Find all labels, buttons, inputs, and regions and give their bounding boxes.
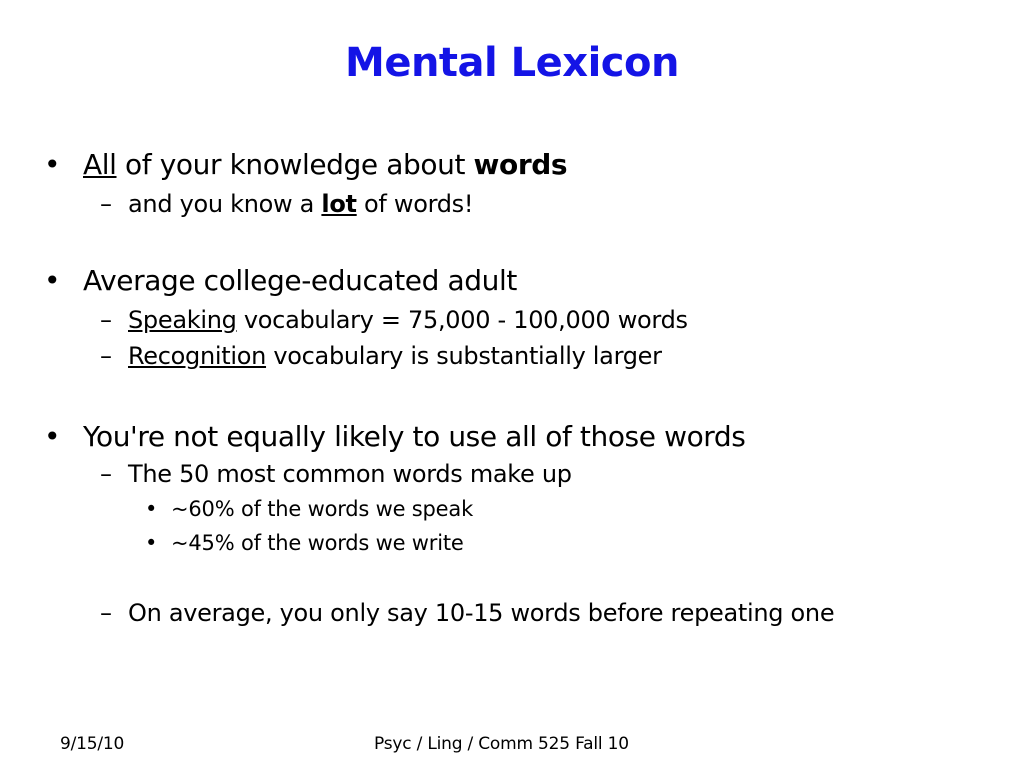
sub-text-common-words: The 50 most common words make up — [128, 460, 572, 488]
footer-course: Psyc / Ling / Comm 525 Fall 10 — [374, 734, 629, 754]
sub-text-start: and you know a — [128, 190, 322, 218]
dash-marker: – — [100, 190, 112, 218]
dash-marker: – — [100, 599, 112, 627]
dash-marker: – — [100, 460, 112, 488]
bullet-1 — [83, 148, 567, 181]
slide-title: Mental Lexicon — [345, 40, 679, 86]
sub-text-repeating: On average, you only say 10-15 words before repeating one — [128, 599, 835, 627]
sub-text-recognition-rest: vocabulary is substantially larger — [266, 342, 662, 370]
bullet-3-sub-2 — [128, 599, 834, 627]
sub-text-vocab-range: vocabulary = 75,000 - 100,000 words — [236, 306, 688, 334]
bullet-3-text: You're not equally likely to use all of those words — [83, 420, 746, 453]
bullet-1-text-middle: of your knowledge about — [116, 148, 474, 181]
subsub-text-speak: ~60% of the words we speak — [171, 497, 474, 521]
sub-text-speaking: Speaking — [128, 306, 237, 334]
sub-text-lot: lot — [321, 190, 357, 218]
sub-text-end: of words! — [356, 190, 474, 218]
bullet-marker: • — [44, 420, 61, 453]
bullet-3-sub-1-item-2 — [171, 531, 464, 555]
bullet-2-sub-2 — [128, 342, 662, 370]
bullet-marker: • — [44, 264, 61, 297]
bullet-marker: • — [44, 148, 61, 181]
bullet-1-sub-1 — [128, 190, 473, 218]
dash-marker: – — [100, 342, 112, 370]
footer-date: 9/15/10 — [60, 734, 125, 754]
dash-marker: – — [100, 306, 112, 334]
subsub-text-write: ~45% of the words we write — [171, 531, 464, 555]
bullet-1-text-all: All — [83, 148, 117, 181]
bullet-2 — [83, 264, 517, 297]
bullet-1-text-words: words — [473, 148, 568, 181]
small-bullet-marker: • — [145, 497, 158, 521]
bullet-2-sub-1 — [128, 306, 688, 334]
bullet-2-text: Average college-educated adult — [83, 264, 517, 297]
small-bullet-marker: • — [145, 531, 158, 555]
bullet-3 — [83, 420, 745, 453]
sub-text-recognition: Recognition — [128, 342, 267, 370]
bullet-3-sub-1-item-1 — [171, 497, 473, 521]
bullet-3-sub-1 — [128, 460, 572, 488]
